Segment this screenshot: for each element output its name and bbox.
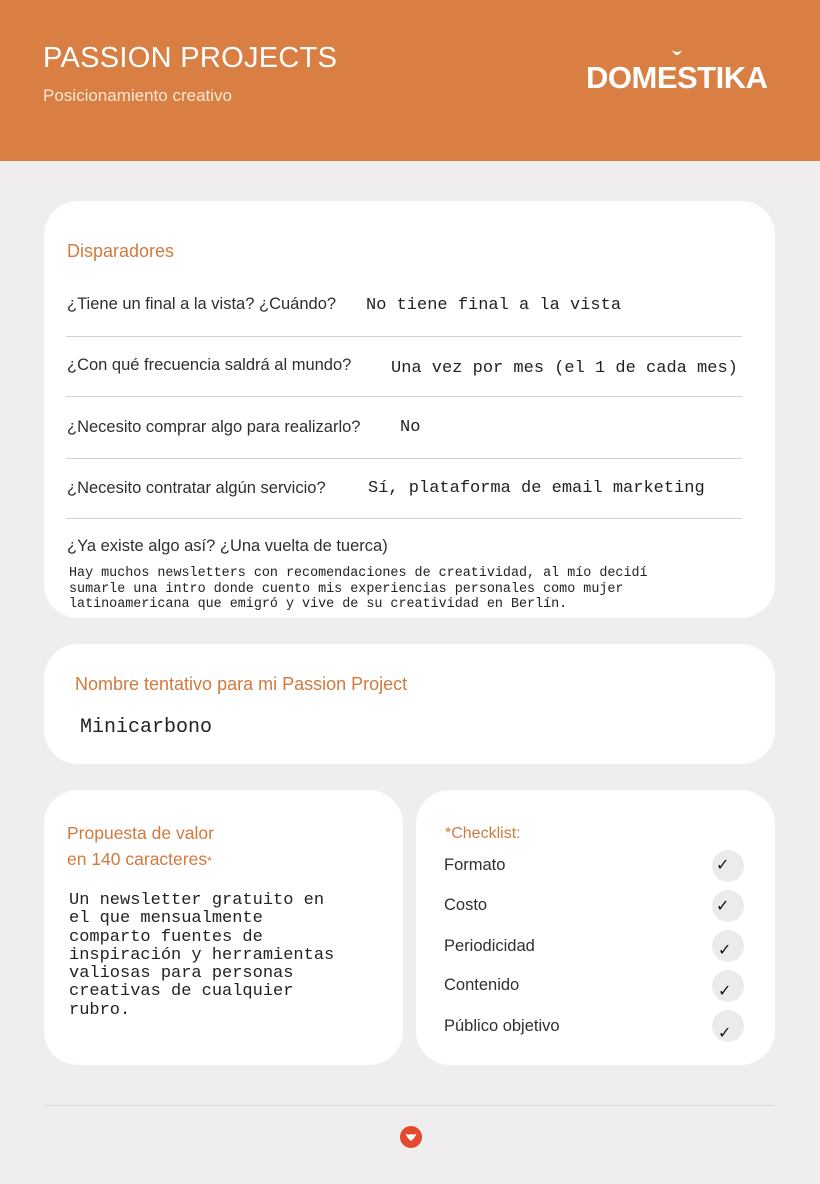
question-purchase: ¿Necesito comprar algo para realizarlo? [67, 418, 361, 436]
check-icon: ✓ [718, 940, 732, 959]
checklist-item-audience: Público objetivo [444, 1017, 560, 1035]
value-proposition-line: comparto fuentes de [69, 927, 263, 947]
divider [66, 336, 742, 337]
value-proposition-line: inspiración y herramientas [69, 945, 335, 965]
checklist-title: *Checklist: [445, 825, 521, 842]
answer-service[interactable]: Sí, plataforma de email marketing [368, 479, 705, 498]
value-proposition-line: Un newsletter gratuito en [69, 891, 325, 910]
value-proposition-text[interactable] [69, 892, 389, 1020]
value-proposition-subtitle [67, 849, 212, 870]
value-proposition-title-line1: Propuesta de valor [67, 823, 214, 843]
value-proposition-line: el que mensualmente [69, 909, 263, 929]
check-icon: ✓ [718, 981, 732, 1000]
logo-accent-icon [672, 50, 682, 58]
value-proposition-title-line2: en 140 caracteres [67, 849, 208, 869]
page-title: PASSION PROJECTS [43, 42, 338, 74]
checklist-item-content: Contenido [444, 976, 520, 994]
domestika-heart-icon [399, 1125, 423, 1149]
value-proposition-line: valiosas para personas [69, 964, 294, 984]
triggers-title: Disparadores [67, 241, 175, 261]
project-name-card [44, 644, 775, 764]
answer-existing[interactable] [69, 566, 648, 613]
value-proposition-line: creativas de cualquier [69, 982, 294, 1002]
answer-end[interactable]: No tiene final a la vista [366, 296, 622, 315]
value-proposition-title [67, 823, 214, 844]
question-frequency: ¿Con qué frecuencia saldrá al mundo? [67, 356, 352, 374]
question-service: ¿Necesito contratar algún servicio? [67, 479, 326, 497]
question-existing: ¿Ya existe algo así? ¿Una vuelta de tuerca) [67, 537, 388, 555]
checklist-item-cost: Costo [444, 896, 488, 914]
check-icon: ✓ [716, 855, 730, 874]
check-icon: ✓ [718, 1023, 732, 1042]
value-proposition-line: rubro. [69, 1000, 131, 1020]
page-subtitle: Posicionamiento creativo [43, 86, 232, 105]
answer-existing-line: sumarle una intro donde cuento mis experiencias personales como mujer [69, 581, 624, 597]
footer-divider [44, 1105, 775, 1106]
check-icon: ✓ [716, 896, 730, 915]
domestika-logo: DOMESTIKA [586, 60, 768, 95]
answer-purchase[interactable]: No [400, 418, 421, 437]
answer-existing-line: latinoamericana que emigró y vive de su creatividad en Berlín. [69, 597, 568, 612]
project-name-title: Nombre tentativo para mi Passion Project [75, 674, 408, 694]
divider [66, 458, 742, 459]
question-end: ¿Tiene un final a la vista? ¿Cuándo? [67, 295, 337, 313]
answer-existing-line: Hay muchos newsletters con recomendaciones de creatividad, al mío decidí [69, 566, 648, 581]
project-name-value[interactable]: Minicarbono [80, 716, 213, 739]
divider [66, 396, 742, 397]
divider [66, 518, 742, 519]
page-header [0, 0, 820, 161]
checklist-item-format: Formato [444, 856, 506, 874]
answer-frequency[interactable]: Una vez por mes (el 1 de cada mes) [391, 359, 738, 378]
checklist-item-periodicity: Periodicidad [444, 937, 535, 955]
asterisk: * [207, 854, 212, 868]
